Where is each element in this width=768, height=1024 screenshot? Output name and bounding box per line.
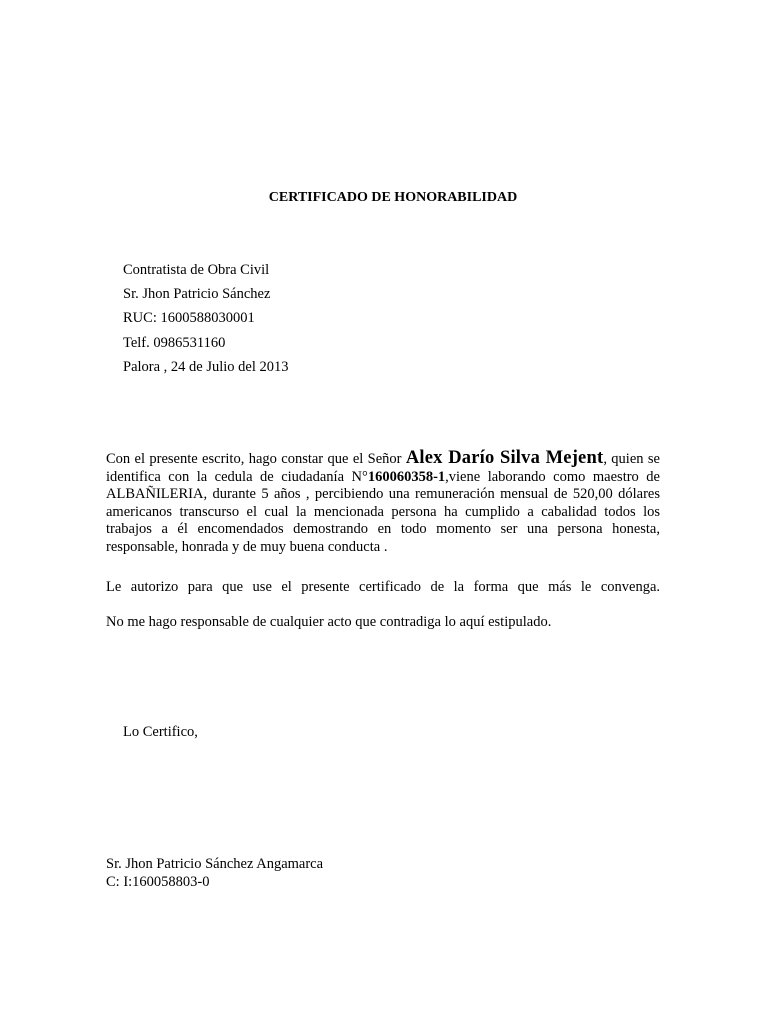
- header-name-line: Sr. Jhon Patricio Sánchez: [123, 286, 271, 302]
- cedula-number: 160060358-1: [367, 468, 446, 485]
- authorization-paragraph: Le autorizo para que use el presente certificado de la forma que más le convenga.: [106, 579, 660, 595]
- person-name: Alex Darío Silva Mejent: [405, 448, 604, 468]
- signature-ci: C: I:160058803-0: [106, 874, 210, 890]
- header-place-date-line: Palora , 24 de Julio del 2013: [123, 359, 289, 375]
- header-ruc-line: RUC: 1600588030001: [123, 310, 255, 326]
- header-phone-line: Telf. 0986531160: [123, 335, 226, 351]
- document-title: CERTIFICADO DE HONORABILIDAD: [268, 190, 518, 205]
- closing-text: Lo Certifico,: [123, 724, 198, 740]
- body-rest-text: ,viene laborando como maestro de ALBAÑILERIA, durante 5 años , percibiendo una remuneración mensual de 520,00 dólares americanos transcurso el cual la mencionada persona ha cumplido a cabalidad todos los trabajos a él encomendados demostrando en todo momento ser una persona honesta, responsable, honrada y de muy buena conducta .: [106, 468, 660, 555]
- header-contractor-line: Contratista de Obra Civil: [123, 262, 270, 278]
- body-id-text: , quien se identifica con la cedula de ciudadanía N°: [106, 451, 660, 485]
- signature-name: Sr. Jhon Patricio Sánchez Angamarca: [106, 856, 324, 872]
- disclaimer-paragraph: No me hago responsable de cualquier acto que contradiga lo aquí estipulado.: [106, 614, 552, 630]
- body-intro-text: Con el presente escrito, hago constar que el Señor: [106, 451, 406, 467]
- certificate-body-paragraph: [106, 450, 660, 556]
